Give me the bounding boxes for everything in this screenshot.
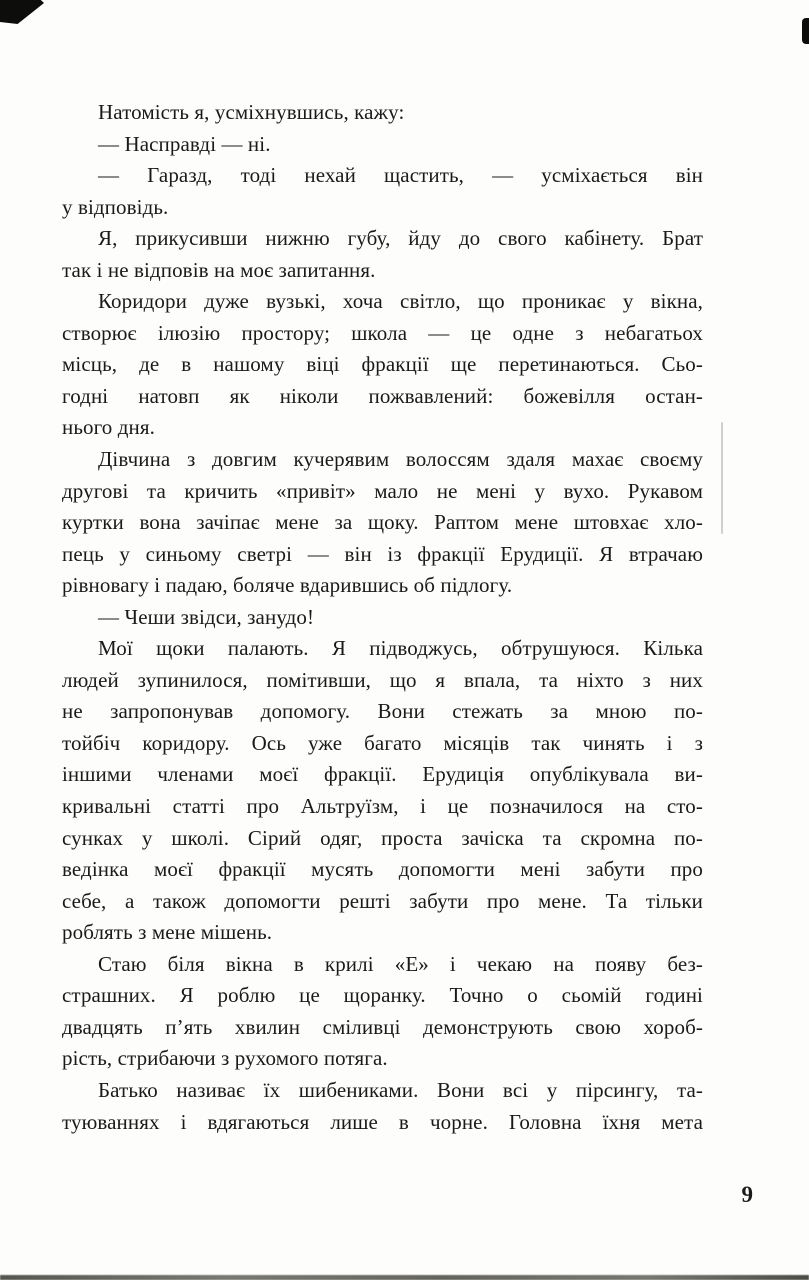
page-number: 9 (741, 1182, 753, 1207)
scan-artifact-bottom-edge (0, 1275, 809, 1280)
text-line: куртки вона зачіпає мене за щоку. Раптом мене штовхає хло- (62, 510, 703, 535)
text-line: сунках у школі. Сірий одяг, проста зачіска та скромна по- (62, 825, 703, 850)
text-line: не запропонував допомогу. Вони стежать за мною по- (62, 699, 703, 724)
text-line: роблять з мене мішень. (62, 920, 273, 945)
text-line: так і не відповів на моє запитання. (62, 257, 376, 282)
text-line: іншими членами моєї фракції. Ерудиція опублікувала ви- (62, 762, 703, 787)
text-line: рість, стрибаючи з рухомого потяга. (62, 1046, 388, 1071)
text-line: Стаю біля вікна в крилі «Е» і чекаю на появу без- (98, 951, 703, 976)
text-line: страшних. Я роблю це щоранку. Точно о сьомій годині (62, 983, 703, 1008)
paragraph (62, 97, 703, 129)
text-line: туюваннях і вдягаються лише в чорне. Головна їхня мета (62, 1109, 703, 1134)
text-line: Дівчина з довгим кучерявим волоссям здаля махає своєму (98, 447, 703, 472)
text-line: Батько називає їх шибениками. Вони всі у пірсингу, та- (98, 1077, 703, 1102)
text-line: — Насправді — ні. (98, 131, 271, 156)
text-line: рівновагу і падаю, боляче вдарившись об підлогу. (62, 573, 513, 598)
scan-artifact-top-left (0, 0, 44, 24)
text-line: місць, де в нашому віці фракції ще перетинаються. Сьо- (62, 352, 703, 377)
scan-artifact-top-right (802, 18, 809, 44)
text-line: Я, прикусивши нижню губу, йду до свого кабінету. Брат (98, 226, 703, 251)
text-line: ведінка моєї фракції мусять допомогти мені забути про (62, 857, 703, 882)
paragraph (62, 633, 703, 948)
text-line: годні натовп як ніколи пожвавлений: божевілля остан- (62, 383, 703, 408)
paragraph (62, 949, 703, 1075)
paragraph (62, 160, 703, 223)
text-line: людей зупинилося, помітивши, що я впала, та ніхто з них (62, 667, 703, 692)
text-line: кривальні статті про Альтруїзм, і це позначилося на сто- (62, 794, 703, 819)
text-line: пець у синьому светрі — він із фракції Ерудиції. Я втрачаю (62, 541, 703, 566)
text-line: — Гаразд, тоді нехай щастить, — усміхається він (98, 163, 703, 188)
paragraph (62, 602, 703, 634)
page-text (62, 97, 703, 1138)
text-line: другові та кричить «привіт» мало не мені у вухо. Рукавом (62, 478, 703, 503)
text-line: нього дня. (62, 415, 155, 440)
text-line: тойбіч коридору. Ось уже багато місяців так чинять і з (62, 730, 703, 755)
paragraph (62, 223, 703, 286)
text-line: Натомість я, усміхнувшись, кажу: (98, 100, 405, 124)
text-line: у відповідь. (62, 194, 169, 219)
text-line: — Чеши звідси, занудо! (98, 604, 315, 629)
paragraph (62, 286, 703, 444)
text-line: двадцять п’ять хвилин сміливці демонструють свою хороб- (62, 1014, 703, 1039)
paragraph (62, 129, 703, 161)
text-line: Коридори дуже вузькі, хоча світло, що проникає у вікна, (98, 289, 703, 314)
paragraph (62, 1075, 703, 1138)
paragraph (62, 444, 703, 602)
scan-artifact-right-edge (721, 422, 723, 534)
text-line: себе, а також допомогти решті забути про мене. Та тільки (62, 888, 703, 913)
text-line: створює ілюзію простору; школа — це одне з небагатьох (62, 320, 703, 345)
text-line: Мої щоки палають. Я підводжусь, обтрушуюся. Кілька (98, 636, 703, 661)
